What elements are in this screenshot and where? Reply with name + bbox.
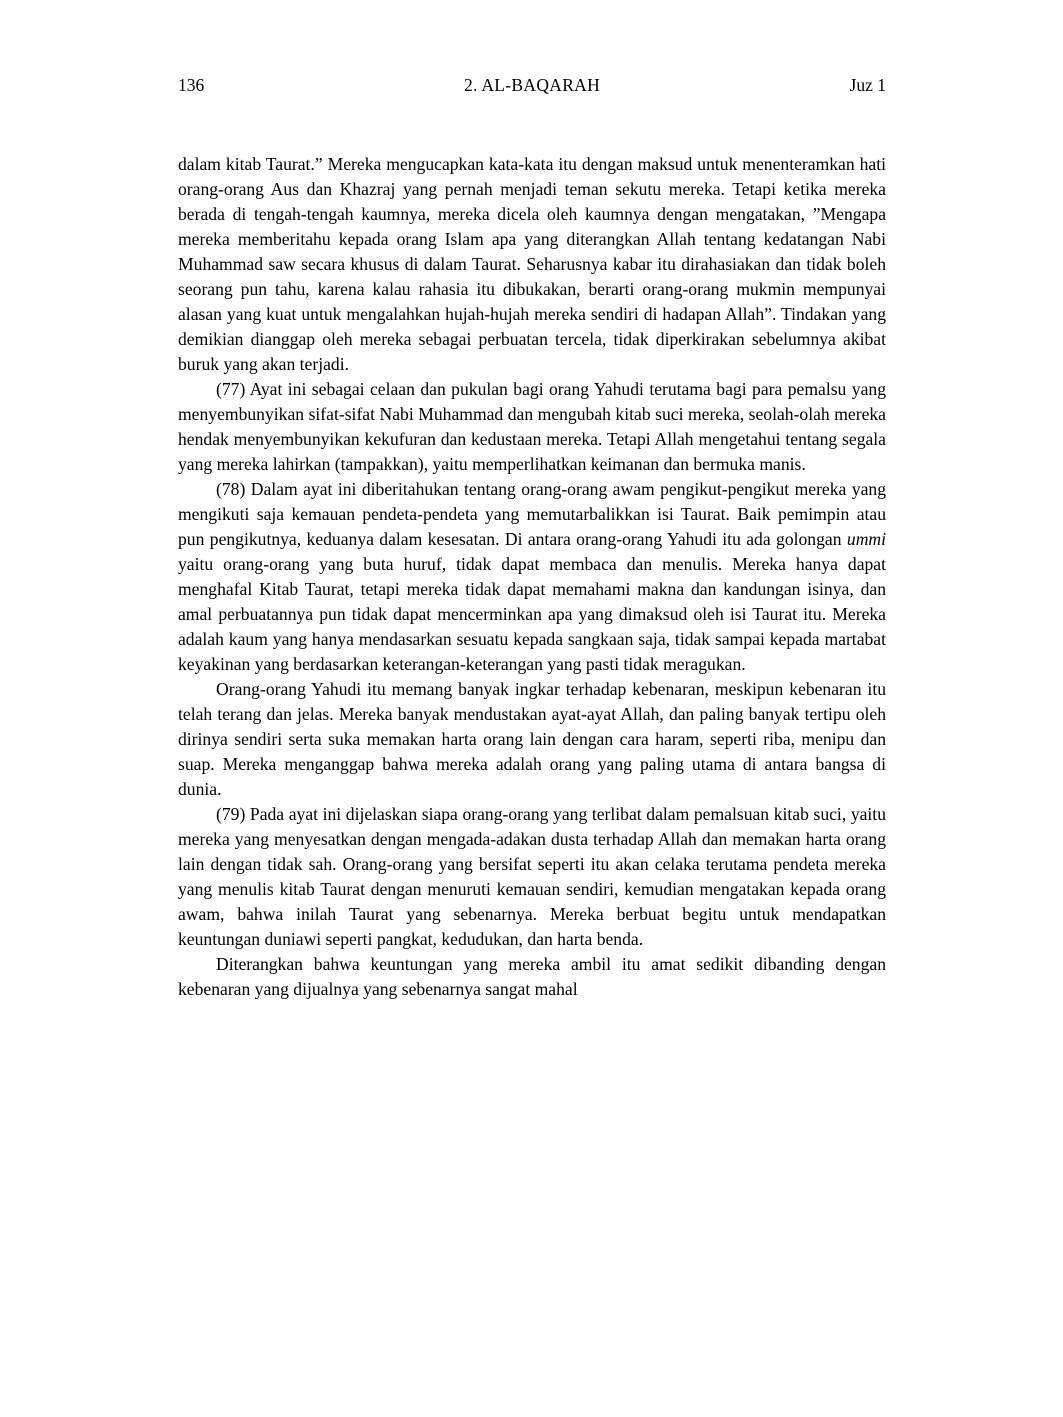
paragraph-ayat-78-pre: (78) Dalam ayat ini diberitahukan tentang orang-orang awam pengikut-pengikut mereka yang mengikuti saja kemauan pendeta-pendeta yang memutarbalikkan isi Taurat. Baik pemimpin atau pun pengikutnya, keduanya dalam kesesatan. Di antara orang-orang Yahudi itu ada golongan [178, 479, 886, 549]
page-number: 136 [178, 75, 205, 95]
paragraph-continuation: dalam kitab Taurat.” Mereka mengucapkan kata-kata itu dengan maksud untuk menenteramkan hati orang-orang Aus dan Khazraj yang pernah menjadi teman sekutu mereka. Tetapi ketika mereka berada di tengah-tengah kaumnya, mereka dicela oleh kaumnya dengan mengatakan, ”Mengapa mereka memberitahu kepada orang Islam apa yang diterangkan Allah tentang kedatangan Nabi Muhammad saw secara khusus di dalam Taurat. Seharusnya kabar itu dirahasiakan dan tidak boleh seorang pun tahu, karena kalau rahasia itu dibukakan, berarti orang-orang mukmin mempunyai alasan yang kuat untuk mengalahkan hujah-hujah mereka sendiri di hadapan Allah”. Tindakan yang demikian dianggap oleh mereka sebagai perbuatan tercela, tidak diperkirakan sebelumnya akibat buruk yang akan terjadi. [178, 154, 886, 374]
body-text [178, 152, 886, 1002]
paragraph-ayat-78-italic-term: ummi [846, 529, 886, 549]
paragraph-ayat-77: (77) Ayat ini sebagai celaan dan pukulan bagi orang Yahudi terutama bagi para pemalsu yang menyembunyikan sifat-sifat Nabi Muhammad dan mengubah kitab suci mereka, seolah-olah mereka hendak menyembunyikan kekufuran dan kedustaan mereka. Tetapi Allah mengetahui tentang segala yang mereka lahirkan (tampakkan), yaitu memperlihatkan keimanan dan bermuka manis. [178, 379, 886, 474]
paragraph-ayat-78 [178, 477, 886, 677]
paragraph-ayat-79: (79) Pada ayat ini dijelaskan siapa orang-orang yang terlibat dalam pemalsuan kitab suci, yaitu mereka yang menyesatkan dengan mengada-adakan dusta terhadap Allah dan memakan harta orang lain dengan tidak sah. Orang-orang yang bersifat seperti itu akan celaka terutama pendeta mereka yang menulis kitab Taurat dengan menuruti kemauan sendiri, kemudian mengatakan kepada orang awam, bahwa inilah Taurat yang sebenarnya. Mereka berbuat begitu untuk mendapatkan keuntungan duniawi seperti pangkat, kedudukan, dan harta benda. [178, 804, 886, 949]
chapter-title: 2. AL-BAQARAH [463, 75, 601, 95]
juz-label: Juz 1 [849, 75, 886, 95]
paragraph-diterangkan: Diterangkan bahwa keuntungan yang mereka ambil itu amat sedikit dibanding dengan kebenaran yang dijualnya yang sebenarnya sangat mahal [178, 954, 886, 999]
paragraph-ayat-78-post: yaitu orang-orang yang buta huruf, tidak dapat membaca dan menulis. Mereka hanya dapat menghafal Kitab Taurat, tetapi mereka tidak dapat memahami makna dan kandungan isinya, dan amal perbuatannya pun tidak dapat mencerminkan apa yang dimaksud oleh isi Taurat itu. Mereka adalah kaum yang hanya mendasarkan sesuatu kepada sangkaan saja, tidak sampai kepada martabat keyakinan yang berdasarkan keterangan-keterangan yang pasti tidak meragukan. [178, 554, 886, 674]
page-header [178, 74, 886, 96]
paragraph-yahudi-ingkar: Orang-orang Yahudi itu memang banyak ingkar terhadap kebenaran, meskipun kebenaran itu telah terang dan jelas. Mereka banyak mendustakan ayat-ayat Allah, dan paling banyak tertipu oleh dirinya sendiri serta suka memakan harta orang lain dengan cara haram, seperti riba, menipu dan suap. Mereka menganggap bahwa mereka adalah orang yang paling utama di antara bangsa di dunia. [178, 679, 886, 799]
